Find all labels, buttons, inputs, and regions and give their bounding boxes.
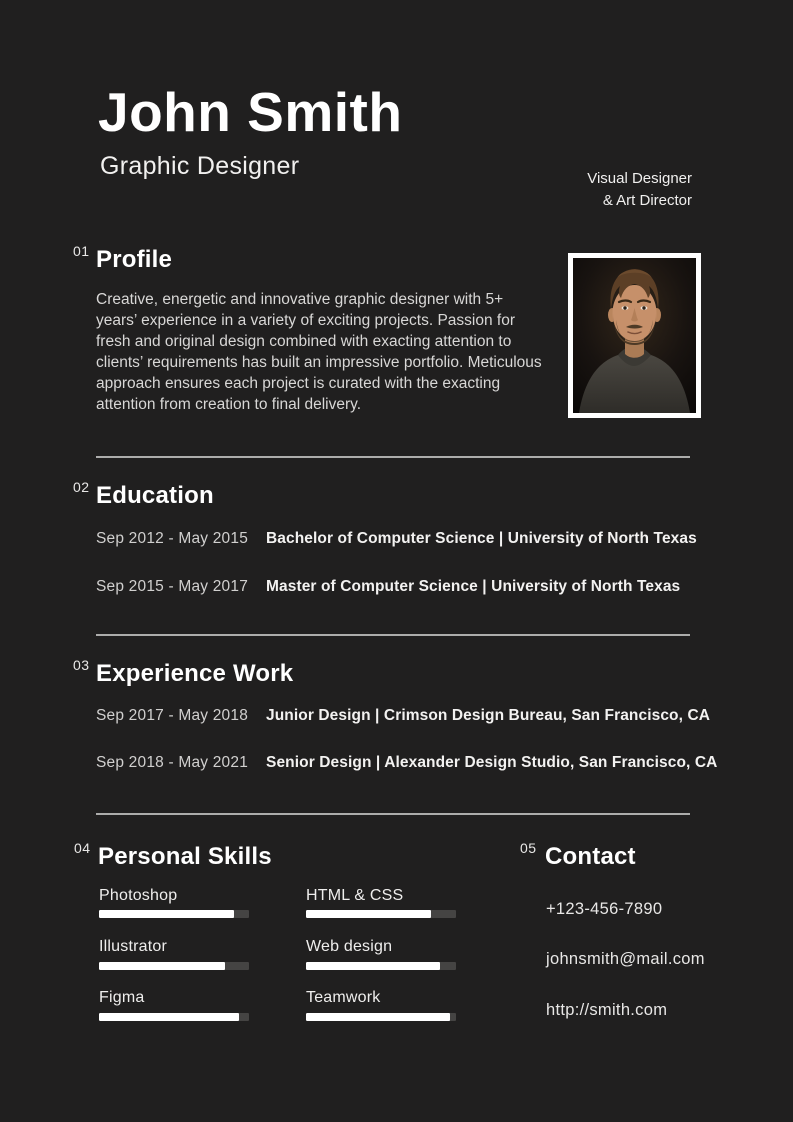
- experience-dates: Sep 2017 - May 2018: [96, 707, 249, 724]
- section-title-skills: Personal Skills: [98, 843, 272, 870]
- person-role: Graphic Designer: [100, 152, 300, 180]
- education-row: [96, 578, 680, 596]
- education-dates: Sep 2012 - May 2015: [96, 530, 249, 547]
- profile-photo: [568, 253, 701, 418]
- skill-label: Photoshop: [99, 887, 178, 904]
- skill-bar: [306, 1013, 456, 1021]
- contact-phone[interactable]: +123-456-7890: [546, 900, 663, 918]
- skill-bar: [306, 962, 456, 970]
- skill-bar-fill: [306, 1013, 450, 1021]
- experience-dates: Sep 2018 - May 2021: [96, 754, 249, 771]
- skill-label: Teamwork: [306, 989, 381, 1006]
- skill-bar-fill: [99, 910, 234, 918]
- skill-bar: [306, 910, 456, 918]
- skill-label: Figma: [99, 989, 145, 1006]
- experience-description: Junior Design | Crimson Design Bureau, San Francisco, CA: [266, 707, 711, 724]
- section-number-education: 02: [73, 479, 90, 495]
- tagline-line-1: Visual Designer: [587, 170, 692, 187]
- contact-email[interactable]: johnsmith@mail.com: [546, 950, 705, 968]
- divider: [96, 813, 690, 815]
- contact-website[interactable]: http://smith.com: [546, 1001, 668, 1019]
- experience-row: [96, 707, 710, 725]
- section-number-experience: 03: [73, 657, 90, 673]
- experience-description: Senior Design | Alexander Design Studio, San Francisco, CA: [266, 754, 718, 771]
- education-description: Master of Computer Science | University of North Texas: [266, 578, 681, 595]
- education-row: [96, 530, 697, 548]
- experience-row: [96, 754, 717, 772]
- divider: [96, 456, 690, 458]
- skill-label: Web design: [306, 938, 393, 955]
- tagline: [587, 168, 692, 211]
- education-dates: Sep 2015 - May 2017: [96, 578, 249, 595]
- divider: [96, 634, 690, 636]
- skill-label: Illustrator: [99, 938, 167, 955]
- person-name: John Smith: [98, 81, 403, 143]
- section-number-profile: 01: [73, 243, 90, 259]
- section-number-contact: 05: [520, 840, 537, 856]
- skill-bar-fill: [99, 1013, 239, 1021]
- skill-bar: [99, 910, 249, 918]
- skill-bar: [99, 1013, 249, 1021]
- skill-bar-fill: [99, 962, 225, 970]
- skill-bar: [99, 962, 249, 970]
- portrait-illustration: [573, 258, 696, 413]
- section-title-profile: Profile: [96, 246, 173, 273]
- tagline-line-2: & Art Director: [602, 191, 692, 209]
- education-description: Bachelor of Computer Science | University of North Texas: [266, 530, 697, 547]
- skill-label: HTML & CSS: [306, 887, 404, 904]
- skill-bar-fill: [306, 962, 440, 970]
- section-title-education: Education: [96, 482, 214, 509]
- section-title-experience: Experience Work: [96, 660, 294, 687]
- profile-text: Creative, energetic and innovative graphic designer with 5+ years’ experience in a variety of exciting projects. Passion for fresh and original design combined with exacting attention to clients’ requirements has built an impressive portfolio. Meticulous approach ensures each project is curated with the exacting attention from creation to final delivery.: [96, 291, 542, 413]
- section-title-contact: Contact: [545, 843, 636, 870]
- section-number-skills: 04: [74, 840, 91, 856]
- skill-bar-fill: [306, 910, 431, 918]
